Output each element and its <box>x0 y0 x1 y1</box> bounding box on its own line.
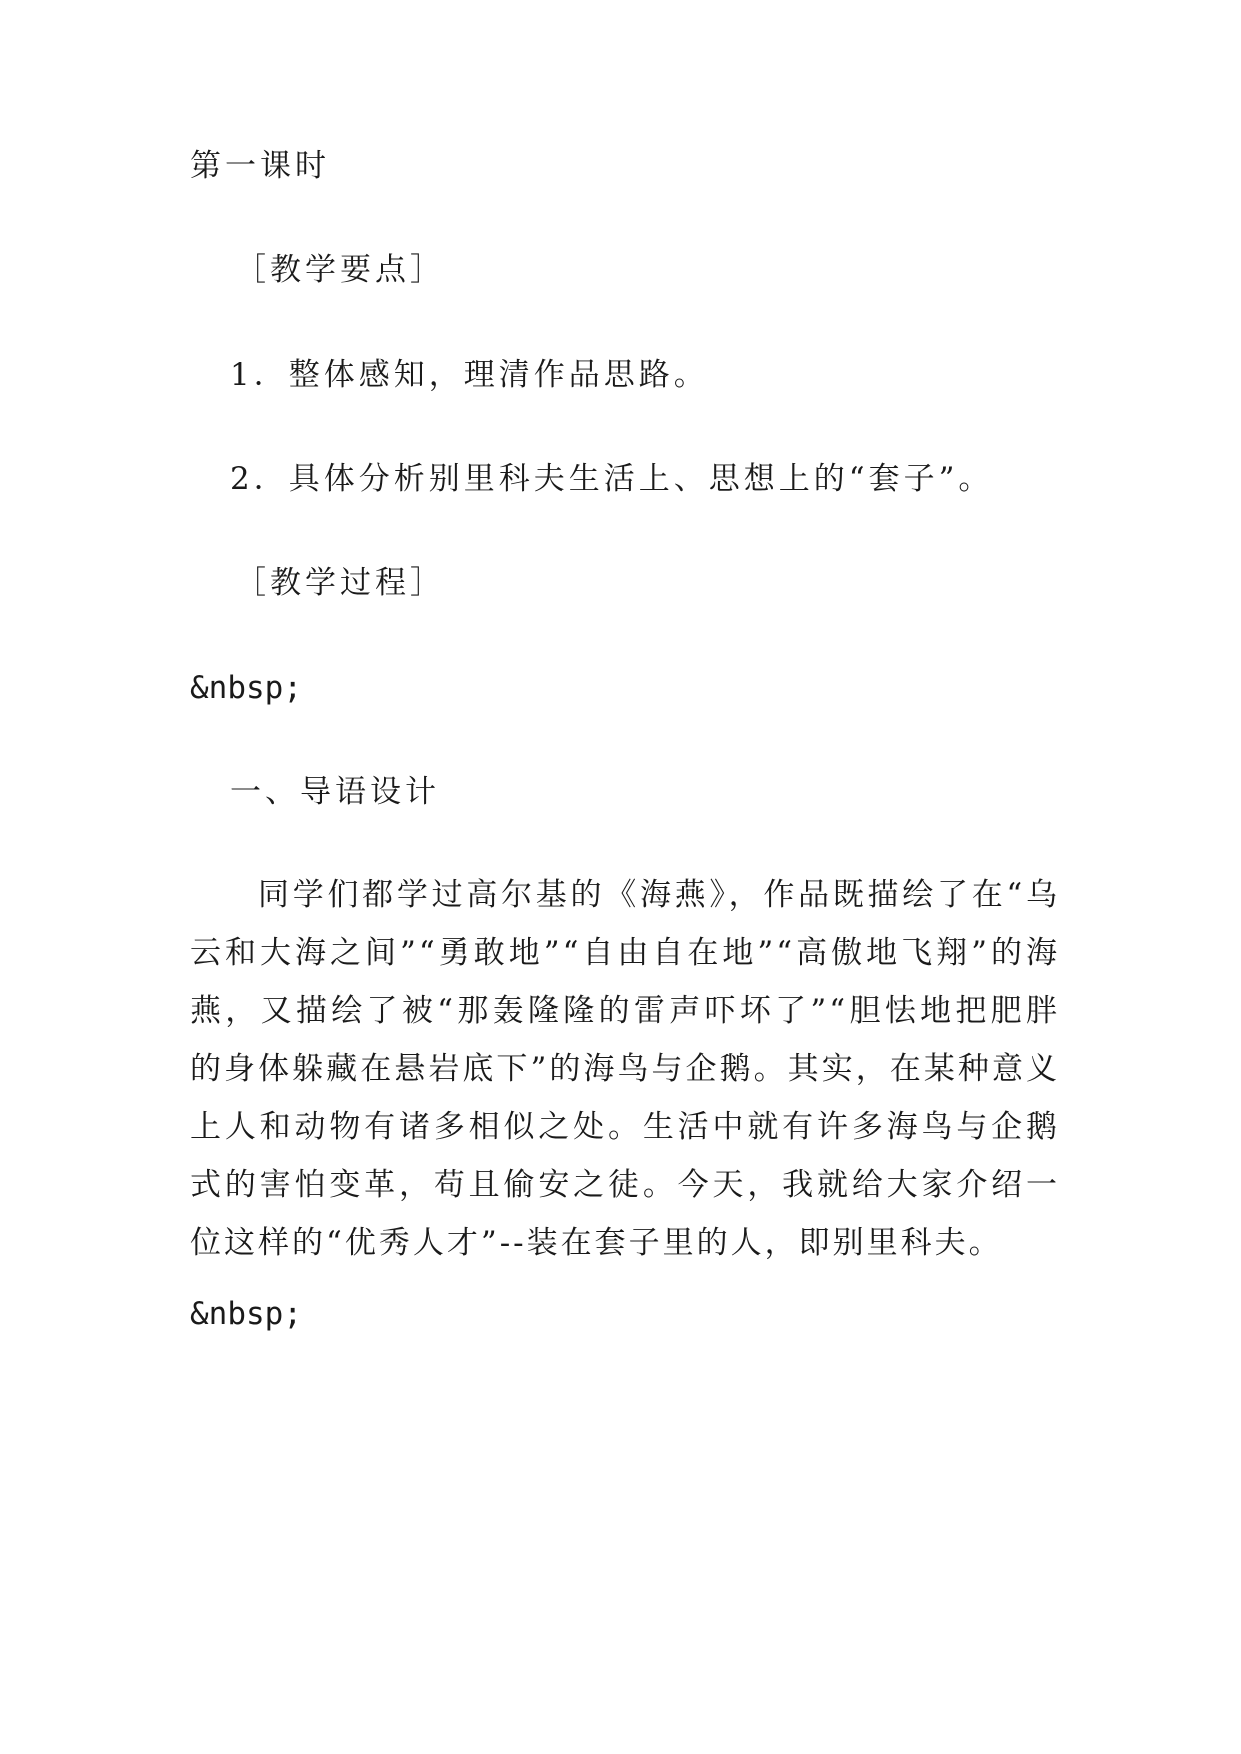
process-heading: ［教学过程］ <box>235 565 445 601</box>
nbsp-spacer: &nbsp; <box>190 1296 302 1332</box>
nbsp-spacer: &nbsp; <box>190 670 302 706</box>
lesson-heading: 第一课时 <box>190 148 330 184</box>
key-point-item: 1．整体感知，理清作品思路。 <box>230 357 709 393</box>
section-heading: 一、导语设计 <box>230 774 440 810</box>
intro-paragraph: 同学们都学过高尔基的《海燕》，作品既描绘了在“乌云和大海之间”“勇敢地”“自由自在地”“高傲地飞翔”的海燕，又描绘了被“那轰隆隆的雷声吓坏了”“胆怯地把肥胖的身体躲藏在悬岩底下”的海鸟与企鹅。其实，在某种意义上人和动物有诸多相似之处。生活中就有许多海鸟与企鹅式的害怕变革，苟且偷安之徒。今天，我就给大家介绍一位这样的“优秀人才”--装在套子里的人，即别里科夫。 <box>190 877 1060 1261</box>
key-point-item: 2．具体分析别里科夫生活上、思想上的“套子”。 <box>230 461 994 497</box>
key-points-heading: ［教学要点］ <box>235 252 445 288</box>
